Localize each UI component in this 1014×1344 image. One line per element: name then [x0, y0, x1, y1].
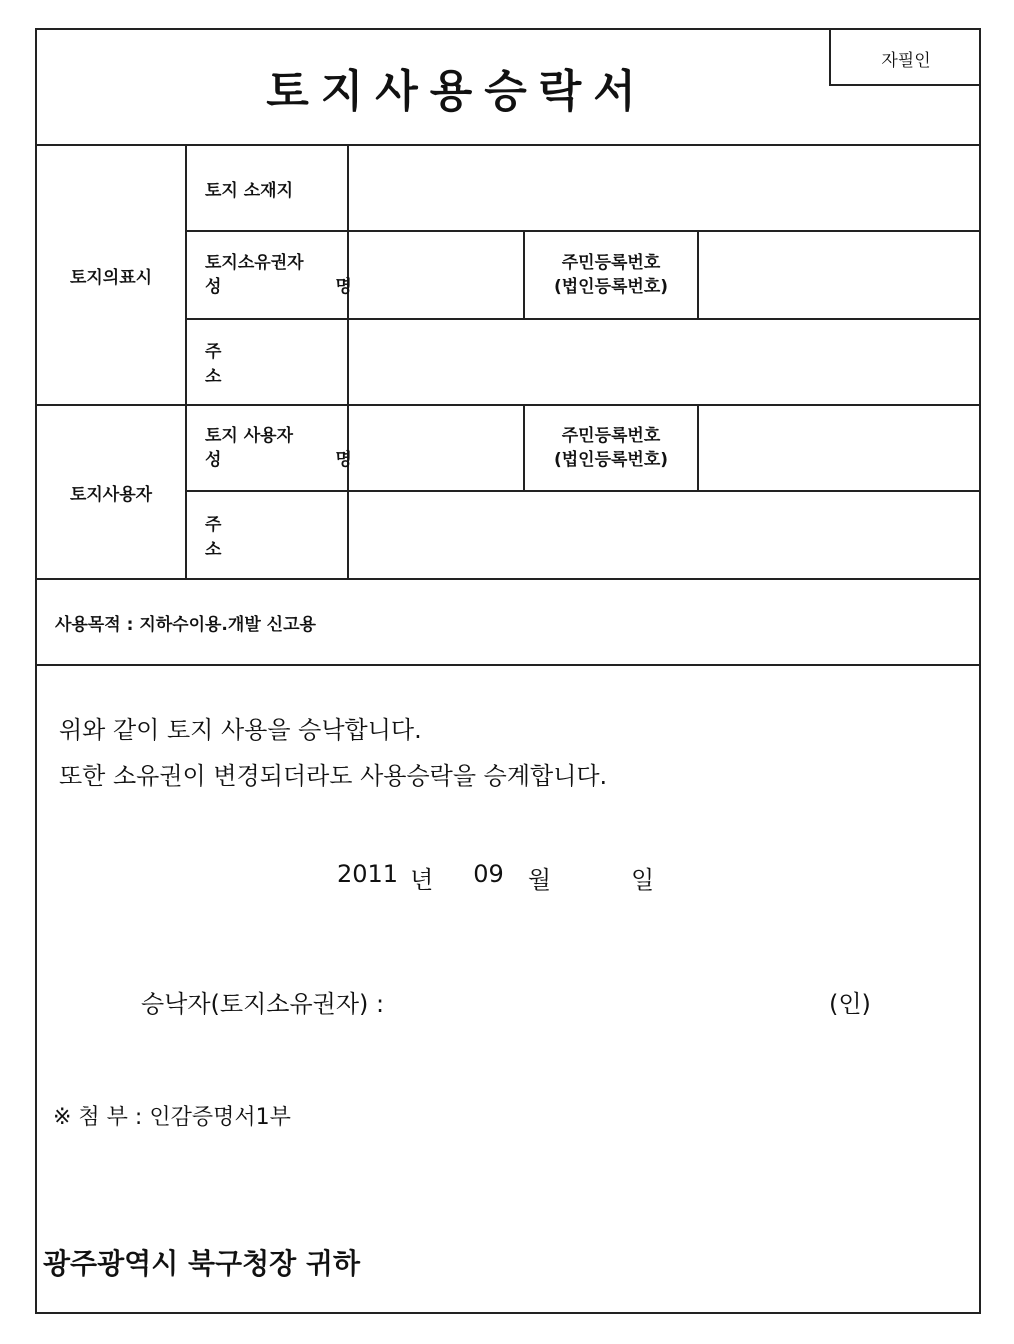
seal-mark: (인): [829, 990, 871, 1018]
owner-name-label: [187, 232, 406, 318]
owner-id-label-line1: 주민등록번호: [561, 253, 661, 273]
divider: [37, 664, 981, 666]
owner-id-label: [525, 232, 697, 318]
user-id-label-line2: (법인등록번호): [553, 450, 669, 470]
date-line: [337, 860, 654, 895]
approval-box-label: 자필인: [881, 51, 931, 71]
consent-line-2: 또한 소유권이 변경되더라도 사용승락을 승계합니다.: [59, 762, 608, 790]
land-use-consent-form: [35, 28, 981, 1314]
document-title: 토지사용승락서: [266, 66, 648, 117]
user-id-field[interactable]: [699, 406, 981, 490]
addressee: 광주광역시 북구청장 귀하: [43, 1247, 361, 1280]
owner-name-label-line1: 토지소유권자: [205, 253, 304, 273]
date-day-unit: 일: [631, 866, 655, 894]
user-name-label: [187, 406, 406, 490]
user-address-label: 주 소: [205, 515, 292, 560]
user-name-label-line1: 토지 사용자: [205, 426, 294, 446]
user-name-label-line2: 성 명: [205, 450, 406, 470]
user-id-label: [525, 406, 697, 490]
land-location-label: 토지 소재지: [205, 180, 294, 201]
land-section-label: 토지의표시: [69, 267, 153, 288]
date-year-unit: 년: [410, 866, 434, 894]
consent-line-1: 위와 같이 토지 사용을 승낙합니다.: [59, 716, 422, 744]
user-address-field[interactable]: [349, 492, 981, 578]
user-id-label-line1: 주민등록번호: [561, 426, 661, 446]
date-day[interactable]: [611, 860, 631, 895]
user-section-label: 토지사용자: [69, 484, 153, 505]
land-address-label: 주 소: [205, 342, 292, 387]
land-address-field[interactable]: [349, 320, 981, 404]
date-year: 2011: [337, 860, 399, 888]
land-location-field[interactable]: [349, 146, 981, 230]
approval-box: [829, 30, 981, 86]
attachment-note: ※ 첨 부 : 인감증명서1부: [53, 1105, 291, 1130]
date-month-unit: 월: [527, 866, 551, 894]
grantor-label: 승낙자(토지소유권자) :: [141, 990, 385, 1018]
owner-id-label-line2: (법인등록번호): [553, 277, 669, 297]
owner-id-field[interactable]: [699, 232, 981, 318]
date-month: 09: [473, 860, 504, 888]
owner-name-label-line2: 성 명: [205, 277, 406, 297]
purpose-text: 사용목적 : 지하수이용.개발 신고용: [55, 614, 316, 635]
grantor-signature-field[interactable]: [437, 980, 817, 1014]
user-name-field[interactable]: [349, 406, 523, 490]
owner-name-field[interactable]: [349, 232, 523, 318]
